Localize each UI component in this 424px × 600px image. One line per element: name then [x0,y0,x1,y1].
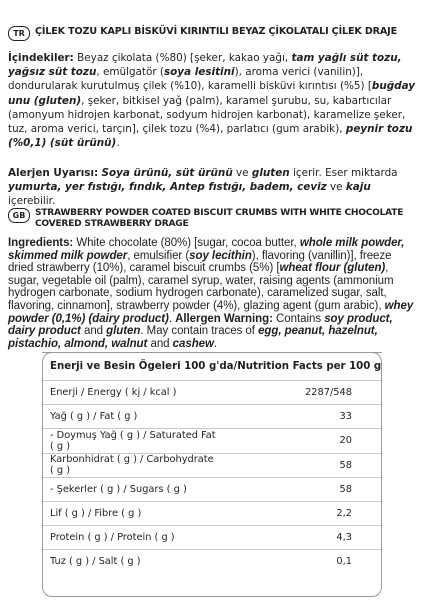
tr-ing-allergen: soya lesitini [163,66,235,79]
table-row [42,405,382,429]
nutrient-value: 58 [218,453,382,477]
gb-language-badge: GB [8,208,30,223]
tr-alg-text: içerir. Eser miktarda [289,167,398,179]
gb-ing-allergen: whey powder (0,1%) (dairy product) [8,299,414,325]
gb-alg-allergen: cashew [172,337,214,350]
nutrient-value: 4,3 [218,526,382,550]
tr-alg-allergen: gluten [251,167,290,179]
table-row [42,526,382,550]
tr-ing-text: . [116,137,120,150]
gb-ing-allergen: wheat flour (gluten) [279,262,386,275]
tr-allergen-warning [8,166,418,209]
gb-ing-text: ), flavoring (vanillin)], freeze dried strawberry (10%), caramel biscuit crumbs (5%) [ [8,249,392,275]
nutrient-value: 58 [218,477,382,501]
nutrient-label: Karbonhidrat ( g ) / Carbohydrate ( g ) [42,453,218,477]
table-row [42,429,382,453]
gb-ing-allergen: soy lecithin [189,249,252,262]
nutrition-heading: Enerji ve Besin Ögeleri 100 g'da/Nutrition Facts per 100 g [42,353,382,381]
tr-allergen-label: Alerjen Uyarısı: [8,167,99,179]
nutrient-label: Lif ( g ) / Fibre ( g ) [42,501,218,525]
nutrition-heading-row [42,353,382,381]
gb-allergen-label: Allergen Warning: [175,312,273,325]
tr-alg-allergen: yumurta, yer fıstığı, fındık, Antep fıstığı, badem, ceviz [8,181,327,194]
table-row [42,381,382,405]
nutrition-table [42,352,382,574]
nutrient-value: 2,2 [218,501,382,525]
nutrient-label: Enerji / Energy ( kj / kcal ) [42,381,218,405]
nutrient-value: 0,1 [218,550,382,574]
gb-alg-allergen: gluten [106,325,141,338]
gb-alg-text: . May contain traces of [140,325,259,338]
gb-ing-text: , sugar, vegetable oil (palm), caramel syrup, water, raising agents (ammonium hydrogen carbonate, sodium hydrogen carbonate), caramelized sugar, salt, flavoring, cinnamon], strawberry powder (4%), glazing agent (gum arabic), [8,262,394,312]
table-row [42,477,382,501]
gb-ingredients-label: Ingredients: [8,237,74,249]
gb-ing-text: , emulsifier ( [127,249,190,262]
tr-alg-allergen: Soya ürünü, süt ürünü [101,167,233,179]
table-row [42,550,382,574]
gb-alg-text: Contains [272,312,325,325]
nutrient-label: - Şekerler ( g ) / Sugars ( g ) [42,477,218,501]
tr-ingredients-label: İçindekiler: [8,52,74,64]
tr-ingredients [8,51,418,150]
tr-ing-allergen: peynir tozu (%0,1) (süt ürünü) [8,123,413,150]
tr-alg-text: içerebilir. [8,195,56,208]
tr-alg-text: ve [232,167,252,179]
nutrient-label: Tuz ( g ) / Salt ( g ) [42,550,218,574]
tr-section-header [8,26,397,41]
tr-ing-text: ), aroma verici (vanilin)], dondurularak kurutulmuş çilek (%10), karamelli bisküvi kırıntısı (%5) [ [8,66,372,93]
gb-alg-text: and [80,325,107,338]
gb-section-header [8,208,424,230]
tr-ing-text: , emülgatör ( [96,66,164,79]
gb-ing-text: . [168,312,176,325]
gb-ing-allergen: whole milk powder, skimmed milk powder [8,237,405,262]
gb-product-title: STRAWBERRY POWDER COATED BISCUIT CRUMBS WITH WHITE CHOCOLATE COVERED STRAWBERRY DRAGE [35,208,404,229]
tr-ing-text: Beyaz çikolata (%80) [şeker, kakao yağı, [73,52,292,64]
tr-ing-allergen: tam yağlı süt tozu, yağsız süt tozu [8,52,402,79]
nutrient-label: Yağ ( g ) / Fat ( g ) [42,405,218,429]
gb-alg-allergen: soy product, dairy product [8,312,393,338]
tr-alg-text: ve [326,181,346,194]
nutrient-value: 2287/548 [218,381,382,405]
tr-product-title: ÇİLEK TOZU KAPLI BİSKÜVİ KIRINTILI BEYAZ ÇİKOLATALI ÇİLEK DRAJE [35,26,397,37]
gb-alg-text: and [147,337,173,350]
gb-ing-text: White chocolate (80%) [sugar, cocoa butter, [73,237,300,249]
nutrient-label: - Doymuş Yağ ( g ) / Saturated Fat ( g ) [42,429,218,453]
nutrient-label: Protein ( g ) / Protein ( g ) [42,526,218,550]
gb-ingredients [8,237,418,350]
tr-language-badge: TR [8,26,30,41]
table-row [42,453,382,477]
tr-ing-text: , şeker, bitkisel yağ (palm), karamel şurubu, su, kabartıcılar (amonyum hidrojen karbonat, sodyum hidrojen karbonat), karamelize şeker, tuz, aroma verici, tarçın], çilek tozu (%4), parlatıcı (gum arabik), [8,94,406,136]
gb-alg-allergen: egg, peanut, hazelnut, pistachio, almond, walnut [8,325,378,350]
tr-ing-allergen: buğday unu (gluten) [8,80,416,107]
nutrient-value: 33 [218,405,382,429]
table-row [42,501,382,525]
nutrient-value: 20 [218,429,382,453]
tr-alg-allergen: kaju [345,181,371,194]
gb-alg-text: . [213,337,218,350]
